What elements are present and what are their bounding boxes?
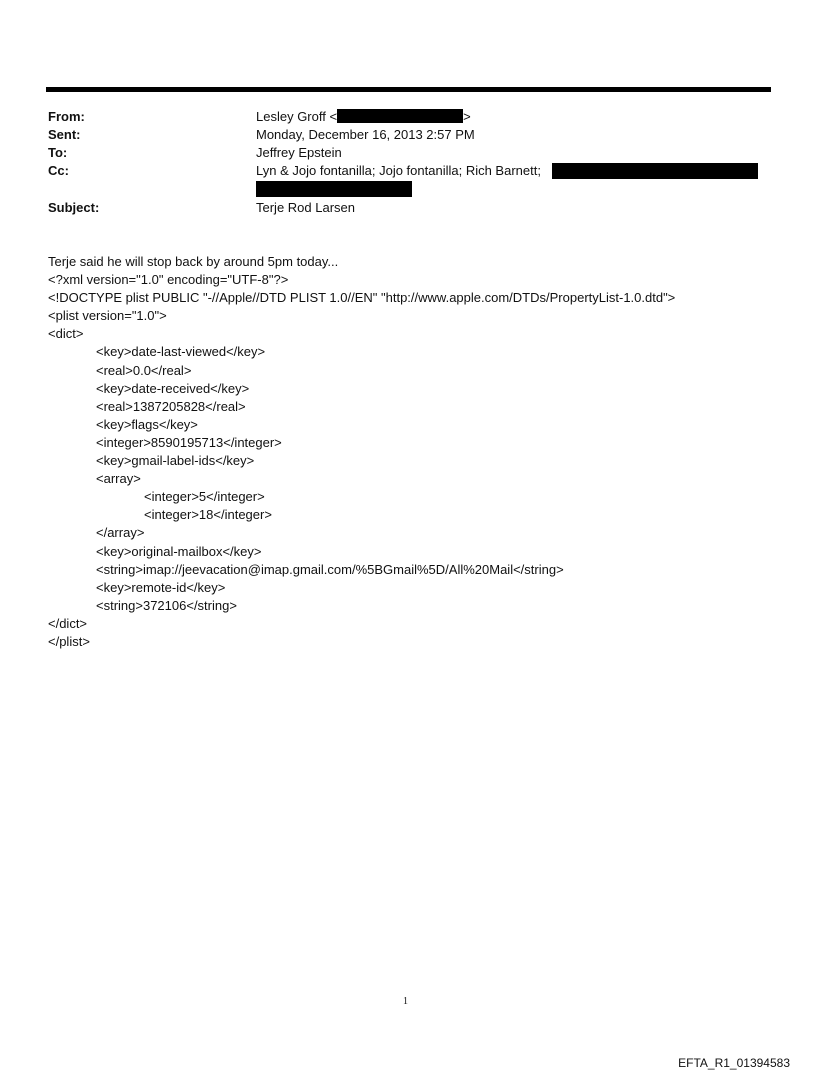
cc-label: Cc: [48, 163, 69, 178]
from-name: Lesley Groff < [256, 109, 338, 124]
body-line: <key>date-last-viewed</key> [96, 344, 266, 360]
body-line: </dict> [48, 615, 88, 631]
body-line: Terje said he will stop back by around 5pm today... [48, 254, 339, 269]
sent-value: Monday, December 16, 2013 2:57 PM [256, 127, 475, 142]
from-label: From: [48, 109, 85, 124]
body-line: <key>date-received</key> [96, 380, 250, 396]
redacted-cc-1 [552, 163, 758, 179]
body-line: <integer>18</integer> [144, 507, 272, 523]
document-id: EFTA_R1_01394583 [678, 1056, 790, 1070]
redacted-cc-2 [256, 181, 412, 197]
subject-label: Subject: [48, 200, 100, 215]
body-line: <string>372106</string> [96, 597, 237, 613]
body-line: <!DOCTYPE plist PUBLIC "-//Apple//DTD PLIST 1.0//EN" "http://www.apple.com/DTDs/PropertyList-1.0.dtd"> [48, 290, 676, 306]
body-line: <real>1387205828</real> [96, 398, 246, 414]
email-body [48, 253, 675, 651]
body-line: </array> [96, 525, 145, 541]
body-line: <key>original-mailbox</key> [96, 543, 262, 559]
body-line: <integer>8590195713</integer> [96, 434, 282, 450]
body-line: <?xml version="1.0" encoding="UTF-8"?> [48, 272, 289, 288]
body-line: <plist version="1.0"> [48, 308, 167, 324]
body-line: <array> [96, 471, 141, 487]
redacted-email [337, 109, 463, 123]
from-close: > [463, 109, 471, 124]
body-line: <string>imap://jeevacation@imap.gmail.com/%5BGmail%5D/All%20Mail</string> [96, 561, 564, 577]
from-value [256, 109, 471, 124]
body-line: <real>0.0</real> [96, 362, 192, 378]
page-number: 1 [403, 996, 408, 1007]
body-line: </plist> [48, 633, 90, 649]
body-line: <key>flags</key> [96, 416, 198, 432]
cc-value: Lyn & Jojo fontanilla; Jojo fontanilla; Rich Barnett; [256, 163, 541, 178]
to-value: Jeffrey Epstein [256, 145, 342, 160]
body-line: <key>remote-id</key> [96, 579, 226, 595]
sent-label: Sent: [48, 127, 81, 142]
to-label: To: [48, 145, 68, 160]
body-line: <key>gmail-label-ids</key> [96, 453, 255, 469]
body-line: <dict> [48, 326, 84, 342]
subject-value: Terje Rod Larsen [256, 200, 355, 215]
header-rule [46, 87, 771, 92]
body-line: <integer>5</integer> [144, 489, 265, 505]
